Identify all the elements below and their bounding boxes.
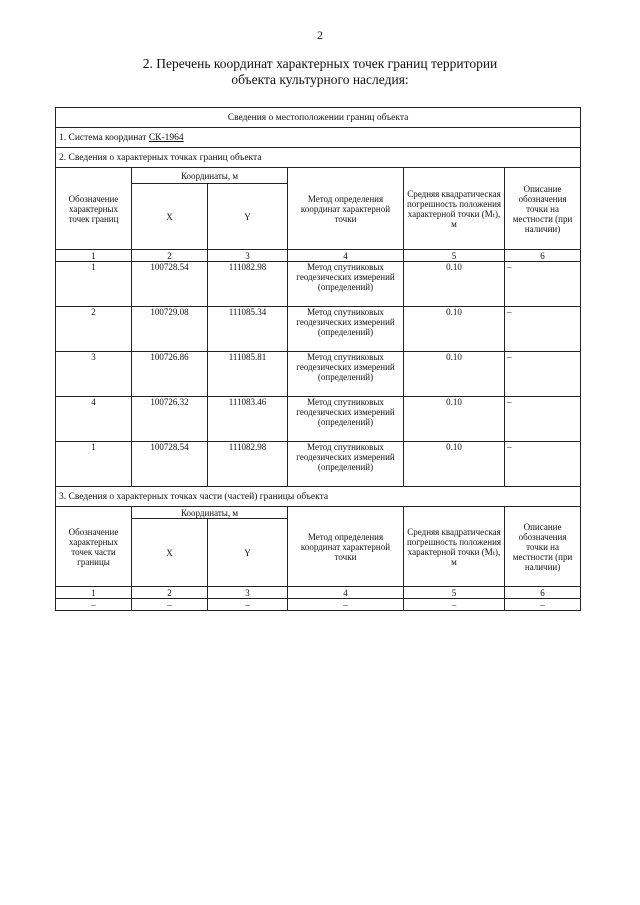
section2-title: 2. Сведения о характерных точках границ объекта bbox=[56, 148, 581, 168]
col-number: 5 bbox=[404, 587, 505, 599]
section3-title: 3. Сведения о характерных точках части (частей) границы объекта bbox=[56, 487, 581, 507]
coord-y: 111082.98 bbox=[208, 262, 288, 307]
page-number: 2 bbox=[317, 28, 323, 42]
point-id: 1 bbox=[56, 442, 132, 487]
header-coords: Координаты, м bbox=[132, 168, 288, 184]
description: – bbox=[505, 397, 581, 442]
s3-dash: – bbox=[208, 599, 288, 611]
col-number: 4 bbox=[288, 250, 404, 262]
point-id: 3 bbox=[56, 352, 132, 397]
s3-dash: – bbox=[132, 599, 208, 611]
col-number: 4 bbox=[288, 587, 404, 599]
method: Метод спутниковых геодезических измерений (определений) bbox=[288, 262, 404, 307]
header-y: Y bbox=[208, 184, 288, 250]
coord-system-value: СК-1964 bbox=[148, 132, 184, 143]
boundary-coordinates-table bbox=[55, 107, 581, 611]
coord-x: 100726.32 bbox=[132, 397, 208, 442]
description: – bbox=[505, 262, 581, 307]
coord-x: 100728.54 bbox=[132, 442, 208, 487]
section3-title-row bbox=[56, 487, 581, 507]
col-number: 3 bbox=[208, 587, 288, 599]
title-line-1: 2. Перечень координат характерных точек границ территории bbox=[142, 56, 498, 71]
header-x: X bbox=[132, 184, 208, 250]
table-row bbox=[56, 307, 581, 352]
description: – bbox=[505, 307, 581, 352]
description: – bbox=[505, 442, 581, 487]
table-caption-row bbox=[56, 108, 581, 128]
coord-y: 111083.46 bbox=[208, 397, 288, 442]
coord-x: 100729.08 bbox=[132, 307, 208, 352]
s3-header-error: Средняя квадратическая погрешность положения характерной точки (Mₜ), м bbox=[404, 507, 505, 587]
coord-x: 100726.86 bbox=[132, 352, 208, 397]
table-row bbox=[56, 262, 581, 307]
s3-dash: – bbox=[56, 599, 132, 611]
col-number: 2 bbox=[132, 250, 208, 262]
s3-header-designation: Обозначение характерных точек части границы bbox=[56, 507, 132, 587]
error: 0.10 bbox=[404, 307, 505, 352]
table-row bbox=[56, 442, 581, 487]
point-id: 1 bbox=[56, 262, 132, 307]
section2-title-row bbox=[56, 148, 581, 168]
header-method: Метод определения координат характерной точки bbox=[288, 168, 404, 250]
coord-y: 111085.34 bbox=[208, 307, 288, 352]
s3-header-method: Метод определения координат характерной точки bbox=[288, 507, 404, 587]
s3-dash: – bbox=[404, 599, 505, 611]
s3-header-x: X bbox=[132, 519, 208, 587]
coord-system-label: 1. Система координат bbox=[59, 132, 149, 143]
s3-empty-row bbox=[56, 599, 581, 611]
error: 0.10 bbox=[404, 397, 505, 442]
header-description: Описание обозначения точки на местности (при наличии) bbox=[505, 168, 581, 250]
method: Метод спутниковых геодезических измерений (определений) bbox=[288, 397, 404, 442]
s3-column-numbers-row bbox=[56, 587, 581, 599]
coord-y: 111082.98 bbox=[208, 442, 288, 487]
s3-header-y: Y bbox=[208, 519, 288, 587]
coord-x: 100728.54 bbox=[132, 262, 208, 307]
method: Метод спутниковых геодезических измерений (определений) bbox=[288, 307, 404, 352]
title-line-2: объекта культурного наследия: bbox=[231, 72, 409, 87]
coord-system bbox=[56, 128, 581, 148]
col-number: 2 bbox=[132, 587, 208, 599]
column-numbers-row bbox=[56, 250, 581, 262]
point-id: 4 bbox=[56, 397, 132, 442]
col-number: 6 bbox=[505, 250, 581, 262]
document-title bbox=[0, 56, 640, 88]
coord-system-row bbox=[56, 128, 581, 148]
s3-header-row-1 bbox=[56, 507, 581, 519]
point-id: 2 bbox=[56, 307, 132, 352]
coord-y: 111085.81 bbox=[208, 352, 288, 397]
col-number: 6 bbox=[505, 587, 581, 599]
description: – bbox=[505, 352, 581, 397]
col-number: 5 bbox=[404, 250, 505, 262]
error: 0.10 bbox=[404, 442, 505, 487]
table-row bbox=[56, 397, 581, 442]
s3-dash: – bbox=[288, 599, 404, 611]
s3-header-description: Описание обозначения точки на местности (при наличии) bbox=[505, 507, 581, 587]
method: Метод спутниковых геодезических измерений (определений) bbox=[288, 352, 404, 397]
col-number: 1 bbox=[56, 587, 132, 599]
header-row-1 bbox=[56, 168, 581, 184]
header-error: Средняя квадратическая погрешность положения характерной точки (Mₜ), м bbox=[404, 168, 505, 250]
error: 0.10 bbox=[404, 262, 505, 307]
s3-header-coords: Координаты, м bbox=[132, 507, 288, 519]
method: Метод спутниковых геодезических измерений (определений) bbox=[288, 442, 404, 487]
s3-dash: – bbox=[505, 599, 581, 611]
header-designation: Обозначение характерных точек границ bbox=[56, 168, 132, 250]
error: 0.10 bbox=[404, 352, 505, 397]
col-number: 1 bbox=[56, 250, 132, 262]
table-caption: Сведения о местоположении границ объекта bbox=[56, 108, 581, 128]
col-number: 3 bbox=[208, 250, 288, 262]
table-row bbox=[56, 352, 581, 397]
